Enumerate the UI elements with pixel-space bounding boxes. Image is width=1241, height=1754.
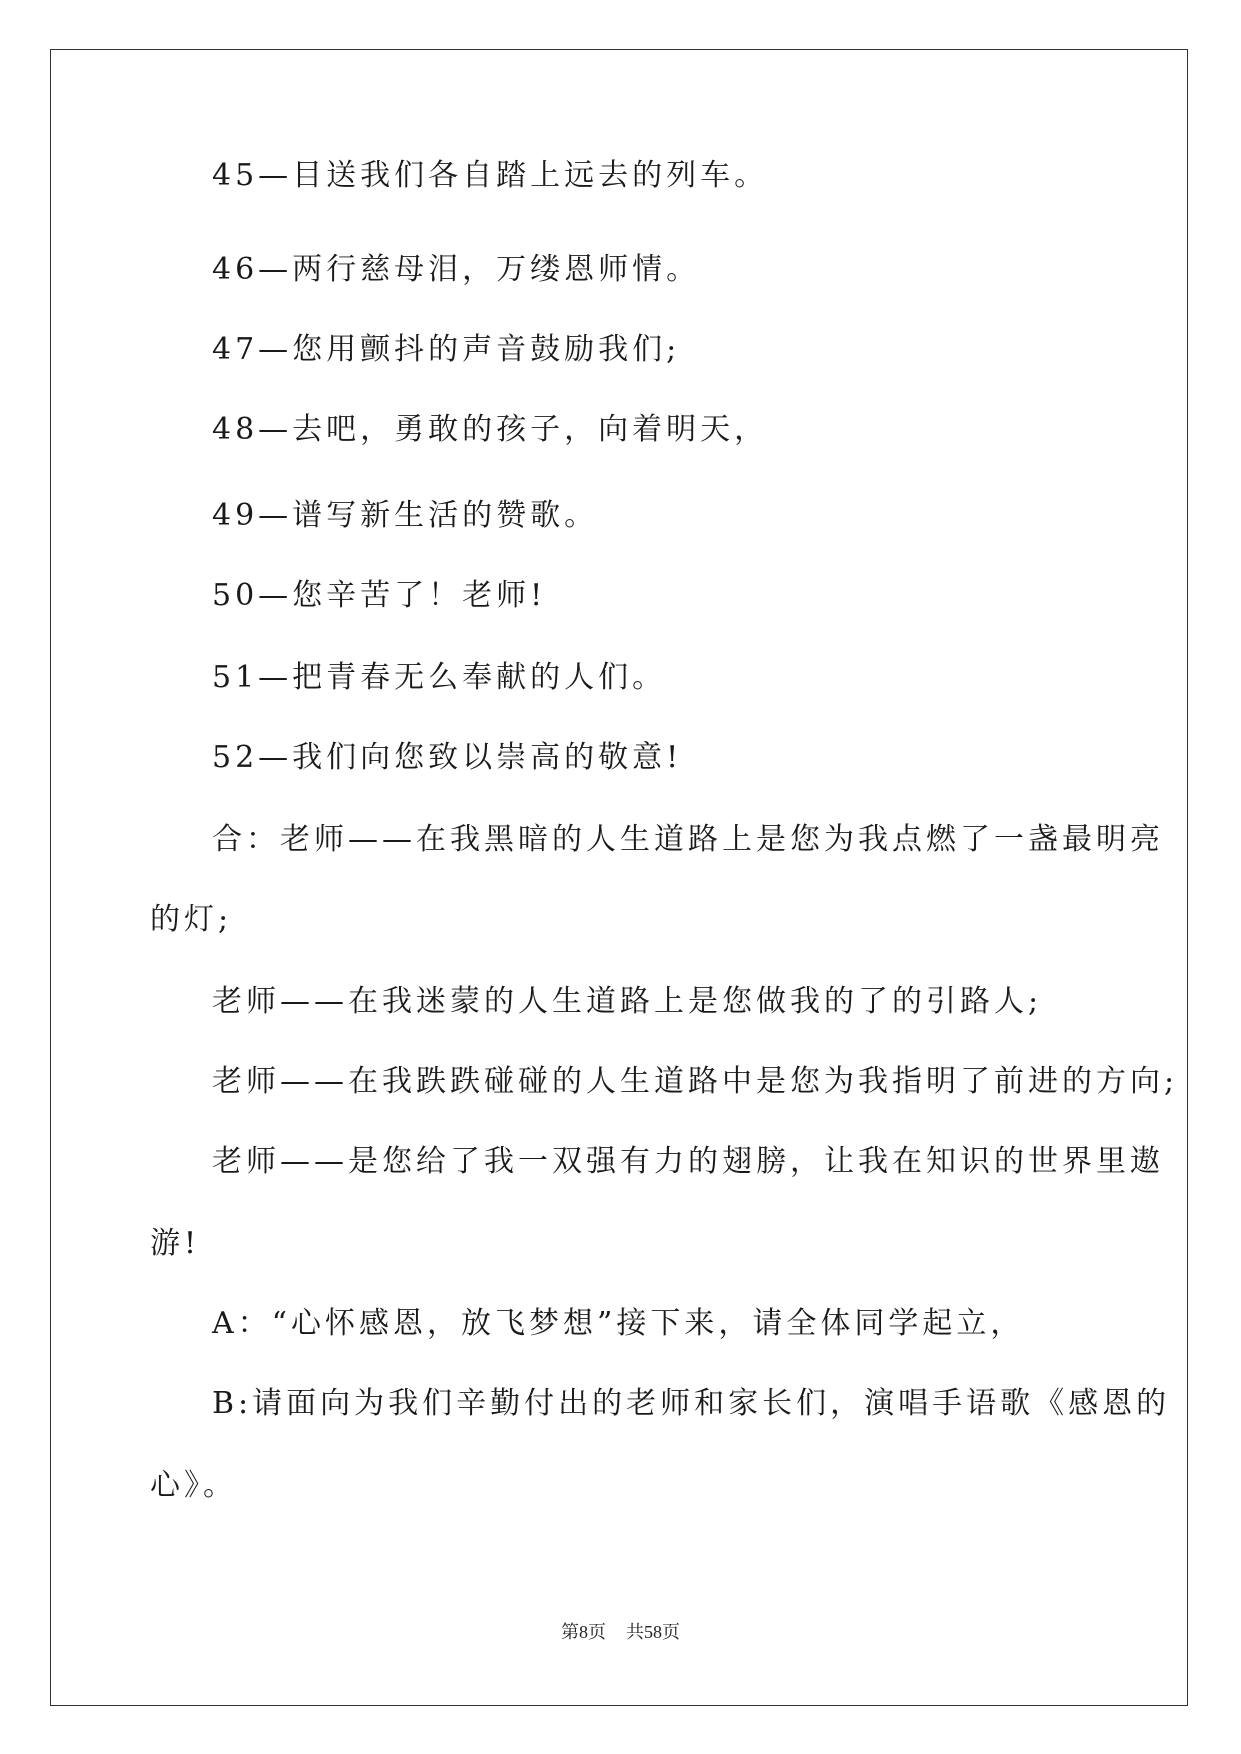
text-line: 老师——在我跌跌碰碰的人生道路中是您为我指明了前进的方向;	[212, 1064, 1179, 1099]
text-line: 47—您用颤抖的声音鼓励我们;	[212, 332, 681, 367]
text-line: 老师——是您给了我一双强有力的翅膀，让我在知识的世界里遨	[212, 1144, 1164, 1179]
text-line: 游!	[150, 1226, 201, 1261]
text-line: A：“心怀感恩，放飞梦想”接下来，请全体同学起立，	[212, 1306, 1025, 1341]
page-total: 共58页	[626, 1622, 680, 1642]
page-footer	[0, 1621, 1241, 1643]
text-line: 老师——在我迷蒙的人生道路上是您做我的了的引路人;	[212, 984, 1043, 1019]
text-line: 51—把青春无么奉献的人们。	[212, 660, 667, 695]
text-line: 心》。	[150, 1468, 237, 1503]
page-number: 第8页	[561, 1622, 606, 1642]
page-border	[50, 49, 1188, 1706]
text-line: 48—去吧，勇敢的孩子，向着明天，	[212, 412, 769, 447]
text-line: B:请面向为我们辛勤付出的老师和家长们，演唱手语歌《感恩的	[212, 1386, 1171, 1421]
text-line: 49—谱写新生活的赞歌。	[212, 498, 599, 533]
text-line: 46—两行慈母泪，万缕恩师情。	[212, 252, 701, 287]
text-line: 的灯;	[150, 902, 233, 937]
text-line: 52—我们向您致以崇高的敬意!	[212, 740, 683, 775]
text-line: 45—目送我们各自踏上远去的列车。	[212, 158, 769, 193]
text-line: 50—您辛苦了！老师!	[212, 578, 547, 613]
text-line: 合：老师——在我黑暗的人生道路上是您为我点燃了一盏最明亮	[212, 822, 1164, 857]
